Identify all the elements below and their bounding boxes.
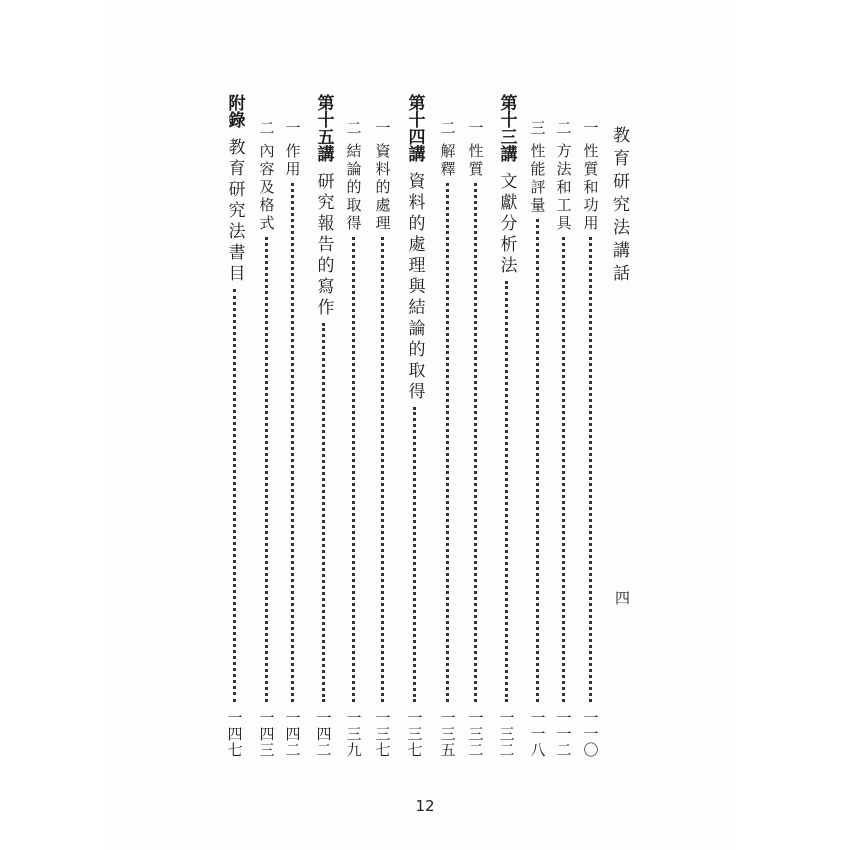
dot-leader — [505, 281, 508, 702]
entry-number: 二 — [554, 120, 573, 135]
entry-page: 一三二 — [466, 710, 485, 758]
toc-lecture-entry — [397, 90, 431, 780]
folio-number: 四 — [613, 590, 631, 605]
toc-lecture-entry — [306, 90, 340, 780]
entry-title: 文獻分析法 — [496, 172, 517, 277]
running-header: 教育研究法講話 — [609, 126, 629, 287]
entry-title: 結論的取得 — [344, 143, 363, 233]
entry-title: 教育研究法書目 — [224, 138, 245, 285]
toc-lecture-entry — [489, 90, 523, 780]
entry-number: 二 — [344, 120, 363, 135]
entry-page: 一三七 — [405, 710, 424, 758]
entry-title: 性質 — [466, 143, 485, 179]
entry-page: 一三七 — [373, 710, 392, 758]
entry-page: 一四七 — [225, 710, 244, 758]
dot-leader — [474, 183, 477, 702]
entry-number: 二 — [257, 120, 276, 135]
entry-page: 一四三 — [257, 710, 276, 758]
entry-page: 一三九 — [344, 710, 363, 758]
dot-leader — [562, 237, 565, 702]
entry-number: 一 — [283, 120, 302, 135]
dot-leader — [589, 237, 592, 702]
toc-appendix-entry — [217, 90, 251, 780]
dot-leader — [352, 237, 355, 702]
appendix-label: 附錄 — [224, 94, 245, 128]
entry-page: 一四二 — [283, 710, 302, 758]
entry-title: 研究報告的寫作 — [313, 172, 334, 319]
page-number: 12 — [415, 797, 435, 815]
toc-entry — [430, 90, 464, 780]
entry-number: 一 — [373, 120, 392, 135]
toc-entry — [249, 90, 283, 780]
toc-entry — [336, 90, 370, 780]
entry-title: 資料的處理 — [373, 143, 392, 233]
dot-leader — [322, 323, 325, 702]
entry-page: 一四二 — [314, 710, 333, 758]
entry-page: 一一〇 — [581, 710, 600, 758]
entry-title: 作用 — [283, 143, 302, 179]
dot-leader — [233, 289, 236, 702]
toc-entry — [520, 90, 554, 780]
entry-title: 解釋 — [438, 143, 457, 179]
entry-page: 一三二 — [497, 710, 516, 758]
entry-title: 資料的處理與結論的取得 — [404, 172, 425, 403]
dot-leader — [265, 237, 268, 702]
dot-leader — [291, 183, 294, 702]
entry-number: 一 — [466, 120, 485, 135]
entry-title: 性質和功用 — [581, 143, 600, 233]
entry-number: 一 — [581, 120, 600, 135]
lecture-number: 第十四講 — [404, 94, 425, 162]
entry-title: 性能評量 — [528, 143, 547, 215]
entry-page: 一一二 — [554, 710, 573, 758]
entry-number: 三 — [528, 120, 547, 135]
dot-leader — [446, 183, 449, 702]
entry-page: 一一八 — [528, 710, 547, 758]
toc-entry — [365, 90, 399, 780]
entry-title: 方法和工具 — [554, 143, 573, 233]
dot-leader — [536, 219, 539, 702]
entry-page: 一三五 — [438, 710, 457, 758]
dot-leader — [413, 407, 416, 702]
lecture-number: 第十三講 — [496, 94, 517, 162]
entry-number: 二 — [438, 120, 457, 135]
dot-leader — [381, 237, 384, 702]
entry-title: 內容及格式 — [257, 143, 276, 233]
lecture-number: 第十五講 — [313, 94, 334, 162]
